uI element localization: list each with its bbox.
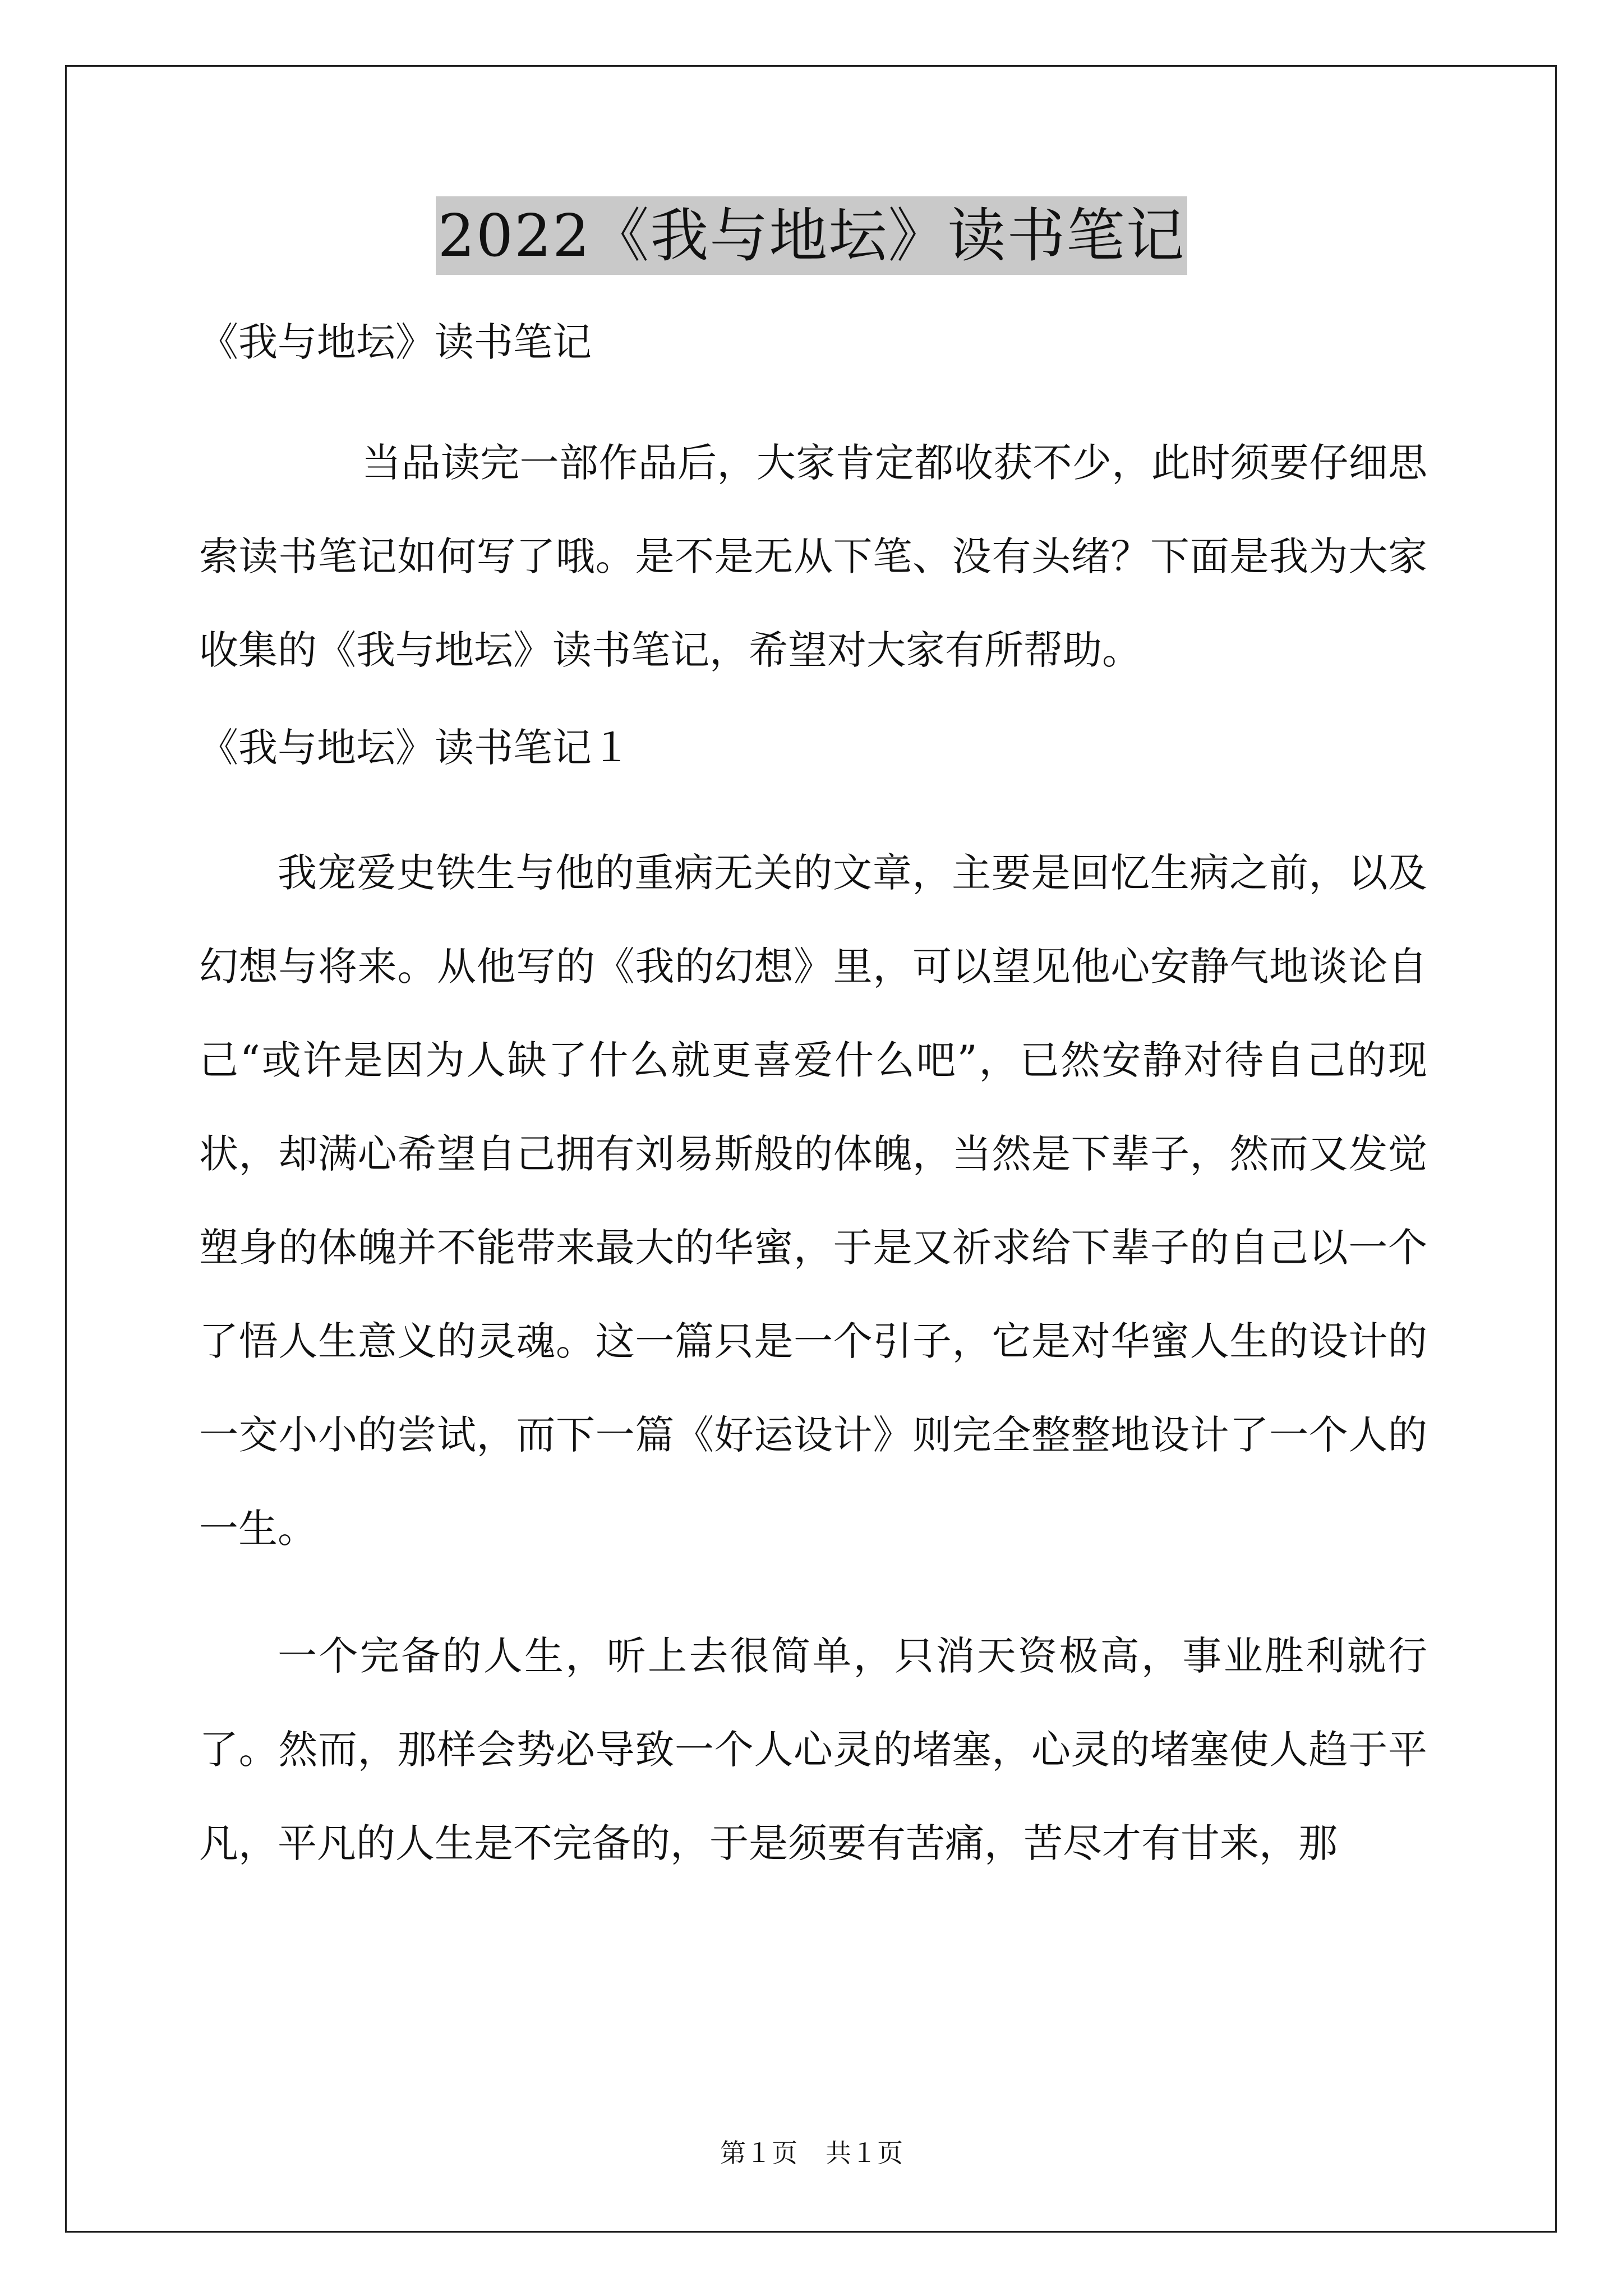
intro-paragraph: 当品读完一部作品后，大家肯定都收获不少，此时须要仔细思索读书笔记如何写了哦。是不是无从下笔、没有头绪？下面是我为大家收集的《我与地坛》读书笔记，希望对大家有所帮助。	[199, 440, 1427, 673]
section-heading-main: 《我与地坛》读书笔记	[199, 319, 592, 365]
section-heading-1: 《我与地坛》读书笔记１	[199, 725, 631, 771]
page-total: 共１页	[826, 2138, 903, 2168]
page-footer	[0, 2136, 1623, 2170]
page-number: 第１页	[720, 2138, 797, 2168]
document-body	[199, 314, 1427, 1890]
title-container	[0, 196, 1623, 275]
document-title: 2022《我与地坛》读书笔记	[436, 196, 1188, 275]
body-paragraph-2: 一个完备的人生，听上去很简单，只消天资极高，事业胜利就行了。然而，那样会势必导致一个人心灵的堵塞，心灵的堵塞使人趋于平凡，平凡的人生是不完备的，于是须要有苦痛，苦尽才有甘来，那	[199, 1633, 1427, 1866]
body-paragraph-1: 我宠爱史铁生与他的重病无关的文章，主要是回忆生病之前，以及幻想与将来。从他写的《我的幻想》里，可以望见他心安静气地谈论自己“或许是因为人缺了什么就更喜爱什么吧”，已然安静对待自己的现状，却满心希望自己拥有刘易斯般的体魄，当然是下辈子，然而又发觉塑身的体魄并不能带来最大的华蜜，于是又祈求给下辈子的自己以一个了悟人生意义的灵魂。这一篇只是一个引子，它是对华蜜人生的设计的一交小小的尝试，而下一篇《好运设计》则完全整整地设计了一个人的一生。	[199, 850, 1427, 1552]
